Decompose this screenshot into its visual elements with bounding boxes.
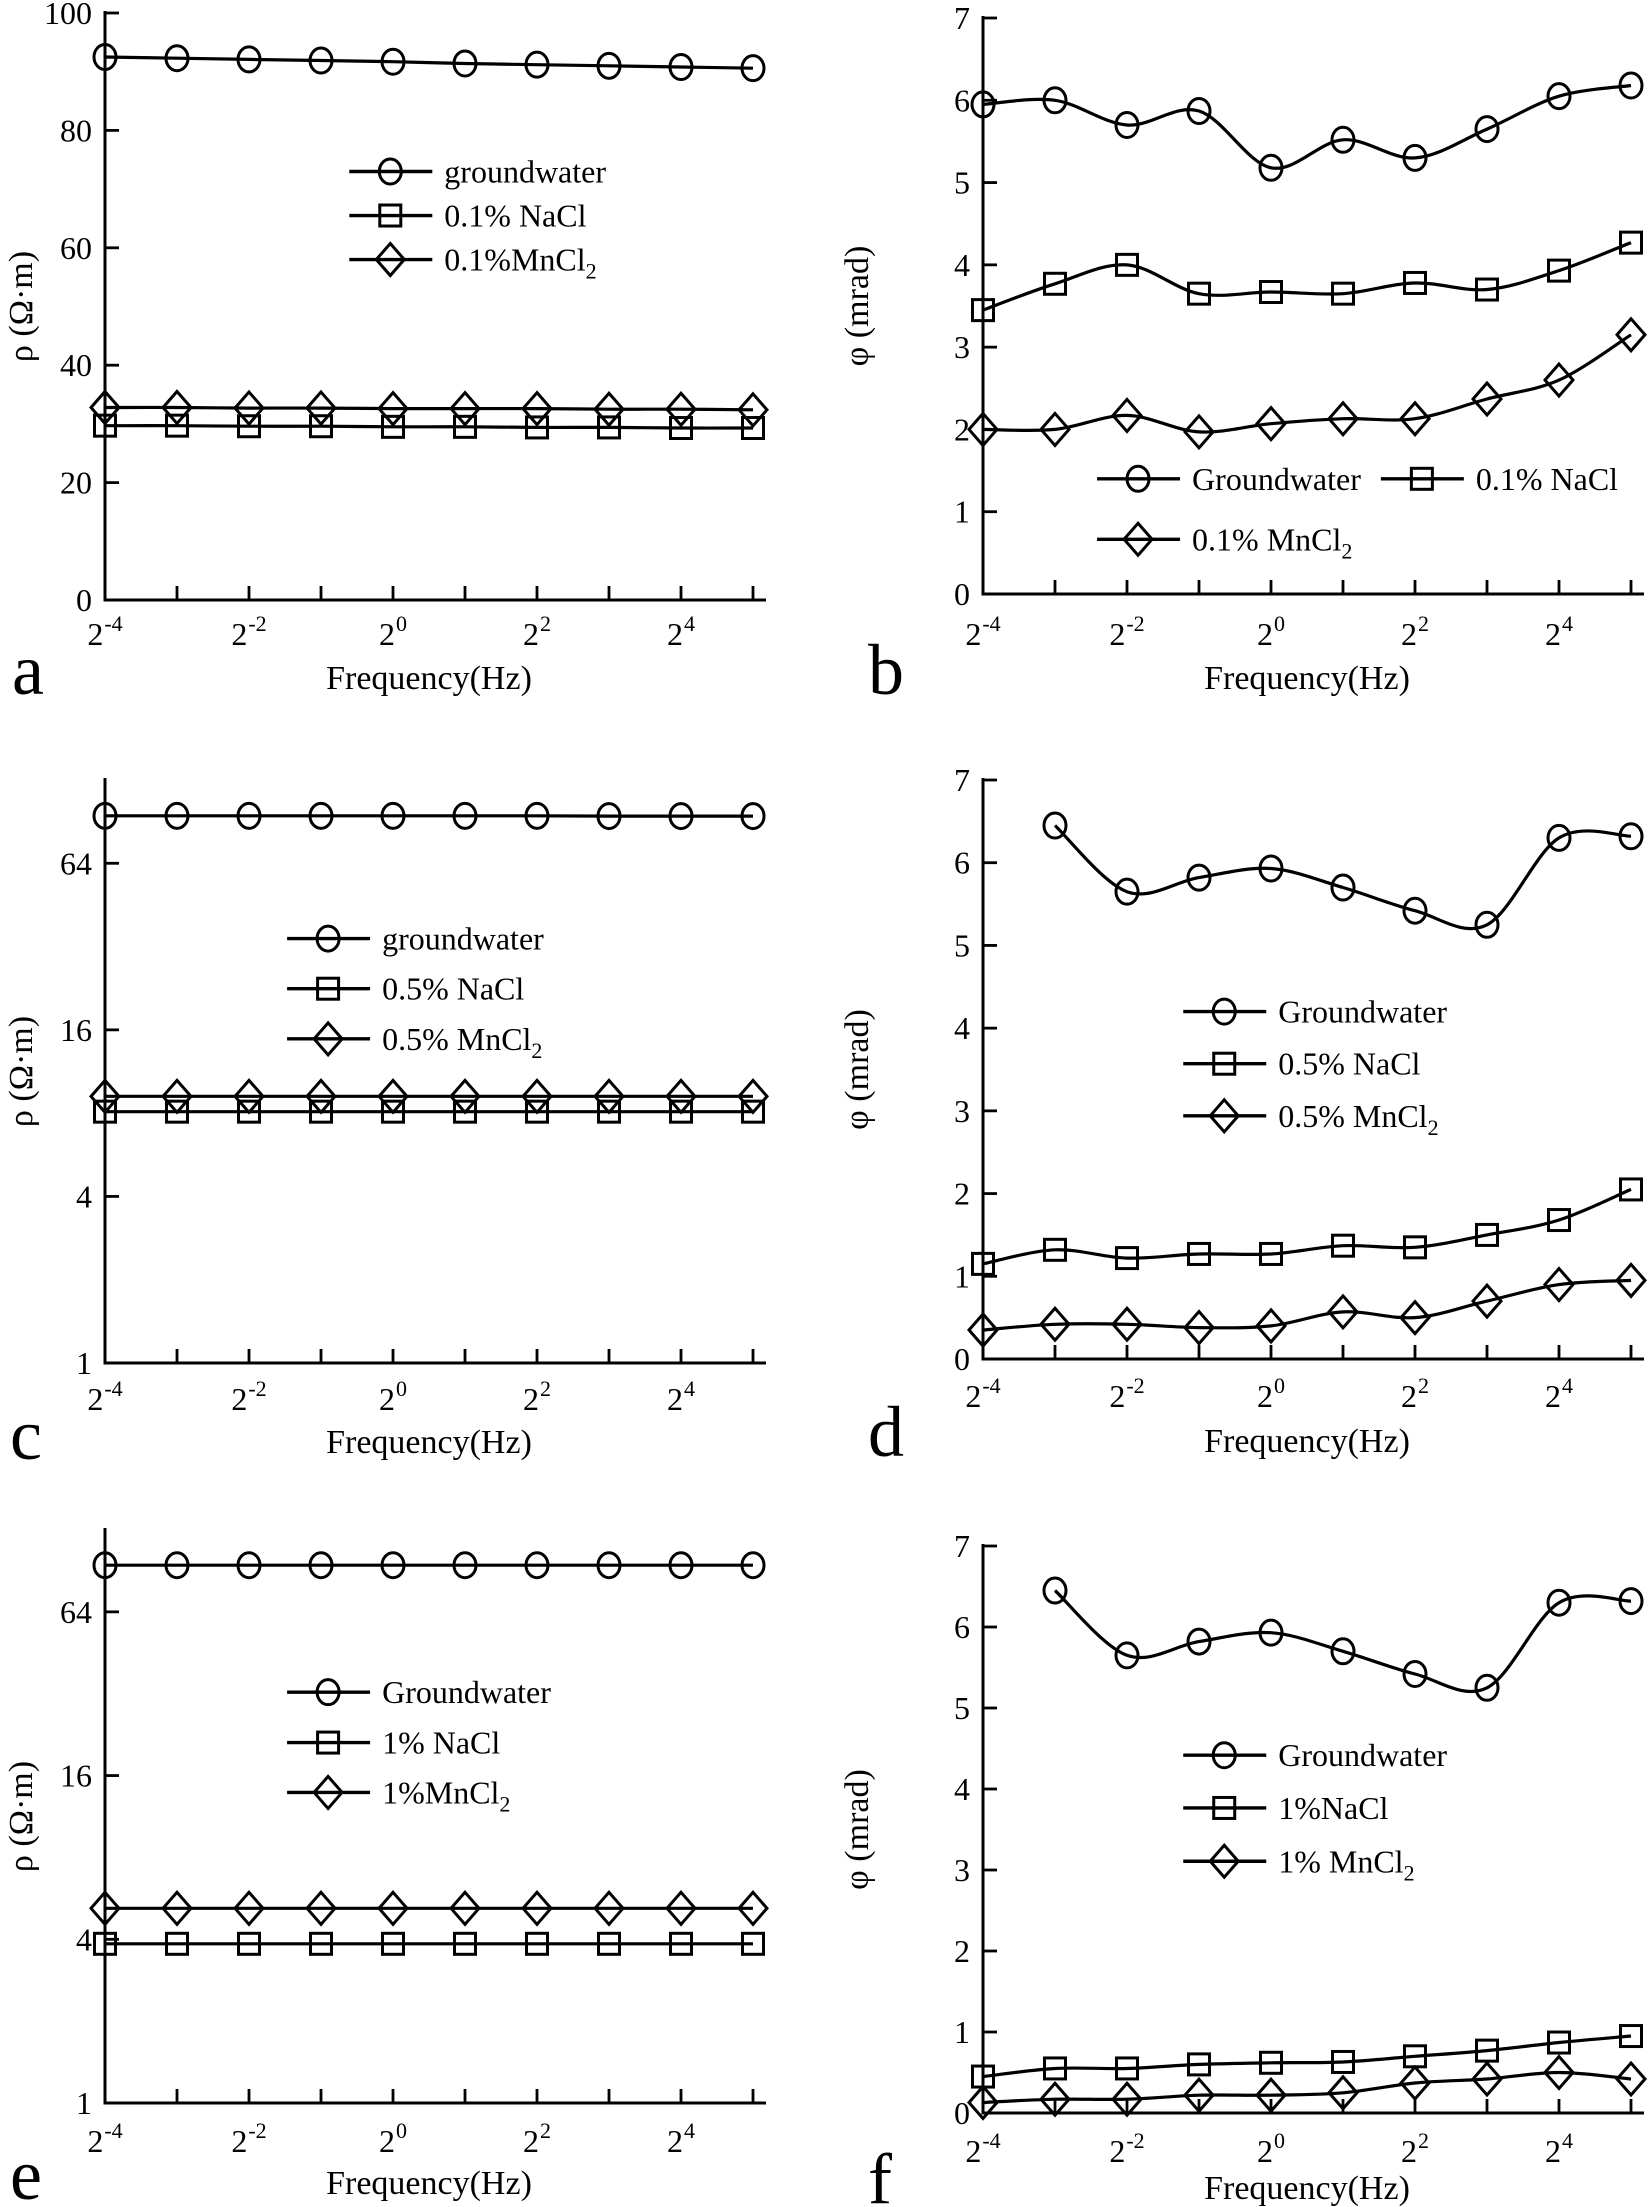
legend-label: 1%NaCl [1278, 1789, 1389, 1826]
y-axis-title: ρ (Ω·m) [3, 250, 40, 363]
y-tick-label: 3 [954, 1092, 970, 1129]
chart-c-resistivity [0, 715, 810, 1475]
panel-f-phase-1pct [820, 1472, 1650, 2207]
panel-letter: d [868, 1392, 904, 1472]
y-tick-label: 2 [954, 411, 970, 448]
x-axis-title: Frequency(Hz) [1204, 1423, 1410, 1460]
x-tick-label: $2^4$ [1545, 1373, 1573, 1414]
x-tick-label: $2^{-2}$ [1109, 611, 1145, 652]
legend-label: 0.1% MnCl$_2$ [1192, 521, 1353, 564]
x-axis-title: Frequency(Hz) [1204, 2170, 1410, 2207]
legend-entry-0-1-mncl2 [1097, 521, 1352, 563]
x-tick-label: $2^0$ [1257, 611, 1285, 652]
y-axis-title: φ (mrad) [839, 1769, 876, 1890]
panel-letter: f [868, 2139, 892, 2207]
x-tick-label: $2^0$ [379, 611, 407, 652]
legend-entry-groundwater [287, 921, 544, 957]
legend-label: Groundwater [382, 1674, 551, 1711]
y-tick-label: 64 [60, 1593, 92, 1630]
legend-label: Groundwater [1278, 1737, 1448, 1774]
x-axis-title: Frequency(Hz) [326, 1424, 532, 1461]
y-tick-label: 5 [954, 1690, 970, 1726]
legend-entry-1-nacl [287, 1725, 500, 1761]
y-axis-title: ρ (Ω·m) [3, 1760, 40, 1873]
y-tick-label: 4 [954, 1010, 970, 1047]
legend-entry-groundwater [1183, 1737, 1447, 1773]
series-line-0-1-mncl2 [105, 407, 753, 409]
chart-d-phase [820, 715, 1650, 1472]
y-tick-label: 0 [954, 1341, 970, 1377]
series-line-groundwater [1055, 1591, 1631, 1692]
x-tick-label: $2^4$ [667, 2118, 695, 2159]
y-axis-title: ρ (Ω·m) [3, 1015, 40, 1128]
groundwater-marker [1044, 813, 1066, 838]
x-tick-label: $2^2$ [1401, 611, 1429, 652]
y-tick-label: 2 [954, 1933, 970, 1969]
y-tick-label: 1 [76, 2085, 92, 2121]
legend-label: groundwater [444, 153, 607, 190]
y-tick-label: 5 [954, 927, 970, 964]
series-line-groundwater [1055, 826, 1631, 929]
x-tick-label: $2^4$ [667, 611, 695, 652]
legend-label: Groundwater [1278, 993, 1448, 1030]
y-tick-label: 4 [76, 1178, 92, 1215]
y-tick-label: 1 [76, 1345, 92, 1381]
x-tick-label: $2^4$ [1545, 2128, 1573, 2169]
legend-label: 0.1% NaCl [444, 197, 587, 234]
y-axis-title: φ (mrad) [839, 1009, 876, 1130]
x-tick-label: $2^4$ [1545, 611, 1573, 652]
legend-entry-groundwater [287, 1674, 551, 1710]
legend-label: 1% MnCl$_2$ [1278, 1843, 1415, 1886]
y-tick-label: 5 [954, 164, 970, 201]
y-tick-label: 7 [954, 1528, 970, 1564]
panel-letter: b [868, 630, 904, 710]
y-tick-label: 6 [954, 844, 970, 881]
legend-entry-0-5-mncl2 [287, 1021, 542, 1063]
x-tick-label: $2^{-4}$ [965, 2128, 1001, 2169]
legend-entry-1-nacl [1183, 1790, 1388, 1826]
x-tick-label: $2^{-2}$ [1109, 1373, 1145, 1414]
legend-label: 1% NaCl [382, 1724, 501, 1761]
y-tick-label: 2 [954, 1175, 970, 1212]
legend-entry-groundwater [1183, 994, 1447, 1030]
x-tick-label: $2^{-2}$ [231, 2118, 267, 2159]
x-axis-title: Frequency(Hz) [326, 660, 532, 697]
x-tick-label: $2^0$ [379, 2118, 407, 2159]
legend-entry-groundwater [1097, 461, 1361, 497]
x-tick-label: $2^0$ [1257, 1373, 1285, 1414]
legend-entry-1-mncl2 [287, 1774, 510, 1816]
y-tick-label: 3 [954, 329, 970, 366]
panel-b-phase-0.1pct [820, 0, 1650, 710]
y-tick-label: 20 [60, 464, 92, 501]
legend-label: 1%MnCl$_2$ [382, 1774, 511, 1817]
series-line-0-1-nacl [983, 243, 1631, 311]
y-axis-title: φ (mrad) [839, 245, 876, 367]
y-tick-label: 100 [44, 0, 92, 31]
y-tick-label: 4 [954, 1771, 970, 1807]
legend-entry-0-1-mncl2 [349, 242, 596, 284]
x-axis-title: Frequency(Hz) [1204, 660, 1410, 697]
x-tick-label: $2^{-4}$ [87, 1376, 123, 1417]
x-tick-label: $2^0$ [1257, 2128, 1285, 2169]
legend-label: 0.5% MnCl$_2$ [1278, 1097, 1439, 1140]
legend-label: 0.5% NaCl [1278, 1045, 1421, 1082]
panel-letter: e [10, 2135, 42, 2207]
legend-entry-1-mncl2 [1183, 1843, 1414, 1885]
y-tick-label: 64 [60, 845, 92, 882]
y-tick-label: 6 [954, 82, 970, 119]
x-tick-label: $2^{-4}$ [87, 611, 123, 652]
x-tick-label: $2^2$ [523, 611, 551, 652]
y-tick-label: 7 [954, 0, 970, 36]
legend-label: groundwater [382, 920, 544, 957]
legend-entry-0-5-mncl2 [1183, 1098, 1438, 1140]
y-tick-label: 4 [954, 246, 970, 283]
y-tick-label: 7 [954, 762, 970, 798]
x-tick-label: $2^2$ [523, 2118, 551, 2159]
series-line-0-1-mncl2 [983, 335, 1631, 432]
panel-letter: a [12, 630, 44, 710]
legend-entry-0-5-nacl [1183, 1046, 1420, 1082]
x-tick-label: $2^{-2}$ [231, 611, 267, 652]
chart-a-resistivity [0, 0, 810, 710]
legend-entry-0-5-nacl [287, 971, 524, 1007]
panel-d-phase-0.5pct [820, 715, 1650, 1472]
y-tick-label: 0 [954, 2095, 970, 2131]
legend-label: 0.5% NaCl [382, 970, 525, 1007]
x-axis-title: Frequency(Hz) [326, 2165, 532, 2202]
legend-entry-0-1-nacl [349, 198, 586, 234]
chart-f-phase [820, 1472, 1650, 2207]
series-line-groundwater [105, 57, 753, 68]
y-tick-label: 1 [954, 1258, 970, 1295]
x-tick-label: $2^{-4}$ [965, 611, 1001, 652]
y-tick-label: 1 [954, 2014, 970, 2050]
y-tick-label: 0 [954, 576, 970, 612]
y-tick-label: 16 [60, 1011, 92, 1048]
chart-e-resistivity [0, 1472, 810, 2207]
series-line-0-5-nacl [983, 1189, 1631, 1264]
y-tick-label: 40 [60, 347, 92, 384]
panel-e-resistivity-1pct [0, 1472, 810, 2207]
legend-label: Groundwater [1192, 460, 1361, 497]
y-tick-label: 6 [954, 1609, 970, 1645]
series-line-1-mncl2 [983, 2073, 1631, 2103]
legend-label: 0.1% NaCl [1475, 460, 1619, 497]
y-tick-label: 60 [60, 229, 92, 266]
y-tick-label: 1 [954, 493, 970, 530]
x-tick-label: $2^2$ [1401, 2128, 1429, 2169]
x-tick-label: $2^4$ [667, 1376, 695, 1417]
x-tick-label: $2^{-2}$ [231, 1376, 267, 1417]
x-tick-label: $2^0$ [379, 1376, 407, 1417]
y-tick-label: 80 [60, 112, 92, 149]
y-tick-label: 0 [76, 582, 92, 618]
series-line-1-nacl [983, 2036, 1631, 2077]
panel-c-resistivity-0.5pct [0, 715, 810, 1475]
legend-label: 0.1%MnCl$_2$ [444, 241, 597, 284]
y-tick-label: 16 [60, 1757, 92, 1794]
legend-label: 0.5% MnCl$_2$ [382, 1020, 543, 1063]
legend-entry-groundwater [349, 153, 606, 189]
series-line-groundwater [983, 86, 1631, 169]
x-tick-label: $2^2$ [1401, 1373, 1429, 1414]
x-tick-label: $2^{-4}$ [965, 1373, 1001, 1414]
legend-entry-0-1-nacl [1381, 461, 1618, 497]
series-line-0-5-mncl2 [983, 1280, 1631, 1330]
x-tick-label: $2^2$ [523, 1376, 551, 1417]
panel-a-resistivity-0.1pct [0, 0, 810, 710]
panel-letter: c [10, 1395, 42, 1475]
series-line-0-1-nacl [105, 426, 753, 428]
y-tick-label: 3 [954, 1852, 970, 1888]
x-tick-label: $2^{-2}$ [1109, 2128, 1145, 2169]
y-tick-label: 4 [76, 1921, 92, 1958]
x-tick-label: $2^{-4}$ [87, 2118, 123, 2159]
chart-b-phase [820, 0, 1650, 710]
